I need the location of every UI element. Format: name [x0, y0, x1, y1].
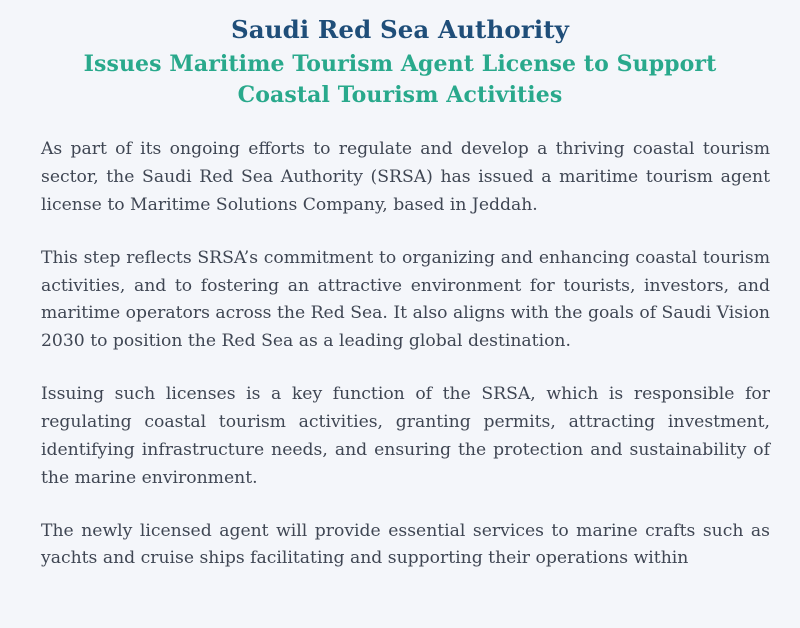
body-paragraph: Issuing such licenses is a key function of the SRSA, which is responsible for regulating coastal tourism activities, granting permits, attracting investment, identifying infrastructure needs, and ensuring the protection and sustainability of the marine environment.	[41, 384, 770, 488]
document-body	[0, 136, 800, 573]
page-subtitle: Issues Maritime Tourism Agent License to Support Coastal Tourism Activities	[83, 51, 717, 108]
body-paragraph: The newly licensed agent will provide essential services to marine crafts such as yachts and cruise ships facilitating and supporting their operations within	[41, 520, 770, 569]
body-paragraph: As part of its ongoing efforts to regulate and develop a thriving coastal tourism sector, the Saudi Red Sea Authority (SRSA) has issued a maritime tourism agent license to Maritime Solutions Company, based in Jeddah.	[41, 139, 770, 215]
page-title: Saudi Red Sea Authority	[230, 15, 569, 44]
document-header	[0, 0, 800, 110]
body-paragraph: This step reflects SRSA’s commitment to organizing and enhancing coastal tourism activities, and to fostering an attractive environment for tourists, investors, and maritime operators across the Red Sea. It also aligns with the goals of Saudi Vision 2030 to position the Red Sea as a leading global destination.	[41, 247, 770, 352]
